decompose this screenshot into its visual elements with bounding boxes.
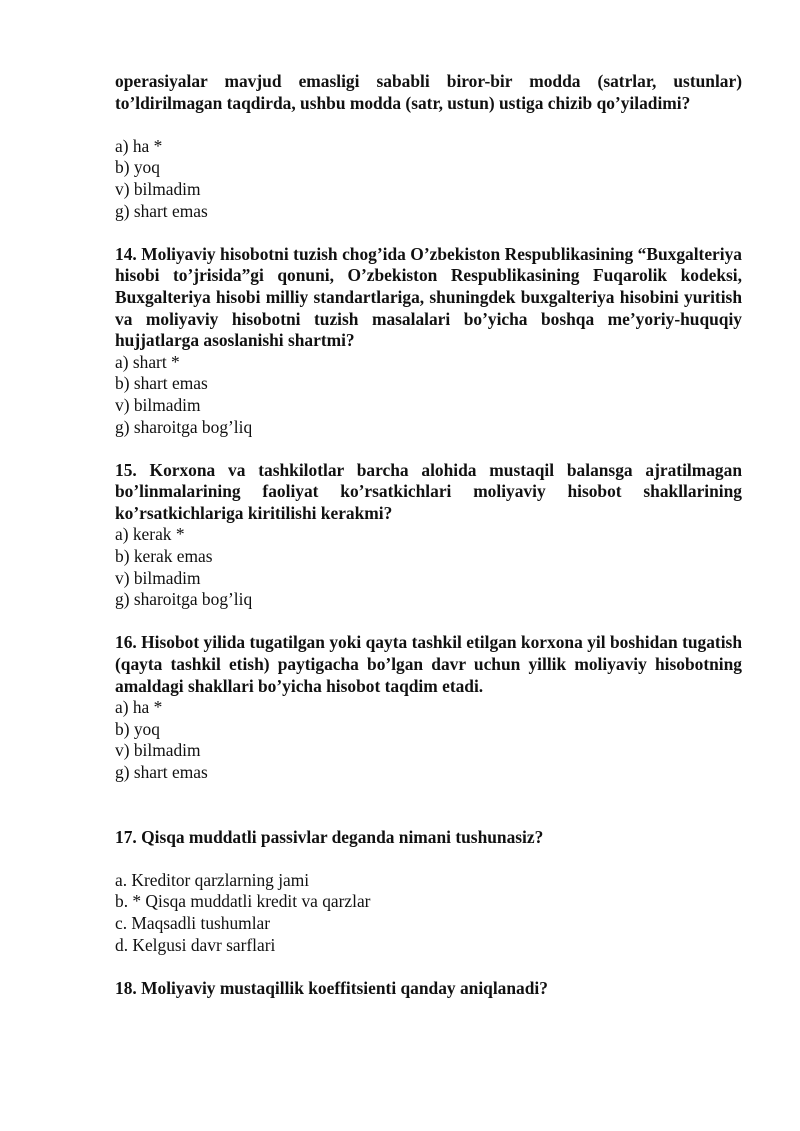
document-page [115, 71, 742, 999]
question-text: 16. Hisobot yilida tugatilgan yoki qayta tashkil etilgan korxona yil boshidan tugatish (qayta tashkil etish) paytigacha bo’lgan davr uchun yillik moliyaviy hisobotning amaldagi shakllari bo’yicha hisobot taqdim etadi. [115, 632, 742, 696]
question-text: operasiyalar mavjud emasligi sababli biror-bir modda (satrlar, ustunlar) to’ldirilmagan taqdirda, ushbu modda (satr, ustun) ustiga chizib qo’yiladimi? [115, 71, 742, 113]
question-text: 14. Moliyaviy hisobotni tuzish chog’ida O’zbekiston Respublikasining “Buxgalteriya hisobi to’jrisida”gi qonuni, O’zbekiston Respublikasining Fuqarolik kodeksi, Buxgalteriya hisobi milliy standartlariga, shuningdek buxgalteriya hisobini yuritish va moliyaviy hisobotni tuzish masalalari bo’yicha boshqa me’yoriy-huquqiy hujjatlarga asoslanishi shartmi? [115, 243, 742, 351]
answer-option: g) shart emas [115, 200, 208, 221]
answer-option: v) bilmadim [115, 740, 201, 761]
answer-option: v) bilmadim [115, 394, 201, 415]
answer-option: a) kerak * [115, 524, 185, 545]
answer-option: a) ha * [115, 697, 163, 718]
answer-option: a) ha * [115, 135, 163, 156]
answer-option: v) bilmadim [115, 567, 201, 588]
answer-option: b) shart emas [115, 373, 208, 394]
question-block-15 [115, 460, 742, 611]
answer-option: b) yoq [115, 718, 160, 739]
answer-option: a) shart * [115, 351, 180, 372]
answer-option: d. Kelgusi davr sarflari [115, 934, 276, 955]
question-text: 18. Moliyaviy mustaqillik koeffitsienti qanday aniqlanadi? [115, 977, 548, 998]
question-block-16 [115, 632, 742, 783]
answer-option: b) kerak emas [115, 546, 213, 567]
question-block-17 [115, 827, 742, 957]
question-text: 17. Qisqa muddatli passivlar deganda nimani tushunasiz? [115, 826, 544, 847]
question-block-13 [115, 71, 742, 222]
answer-option: g) shart emas [115, 762, 208, 782]
question-text: 15. Korxona va tashkilotlar barcha alohida mustaqil balansga ajratilmagan bo’linmalarining faoliyat ko’rsatkichlari moliyaviy hisobot shakllarining ko’rsatkichlariga kiritilishi kerakmi? [115, 459, 742, 523]
answer-option: b. * Qisqa muddatli kredit va qarzlar [115, 891, 371, 912]
question-block-14 [115, 244, 742, 438]
question-block-18 [115, 978, 742, 1000]
answer-option: c. Maqsadli tushumlar [115, 912, 271, 933]
answer-option: a. Kreditor qarzlarning jami [115, 869, 310, 890]
answer-option: v) bilmadim [115, 178, 201, 199]
answer-option: g) sharoitga bog’liq [115, 589, 253, 610]
answer-option: b) yoq [115, 157, 160, 178]
answer-option: g) sharoitga bog’liq [115, 416, 253, 437]
